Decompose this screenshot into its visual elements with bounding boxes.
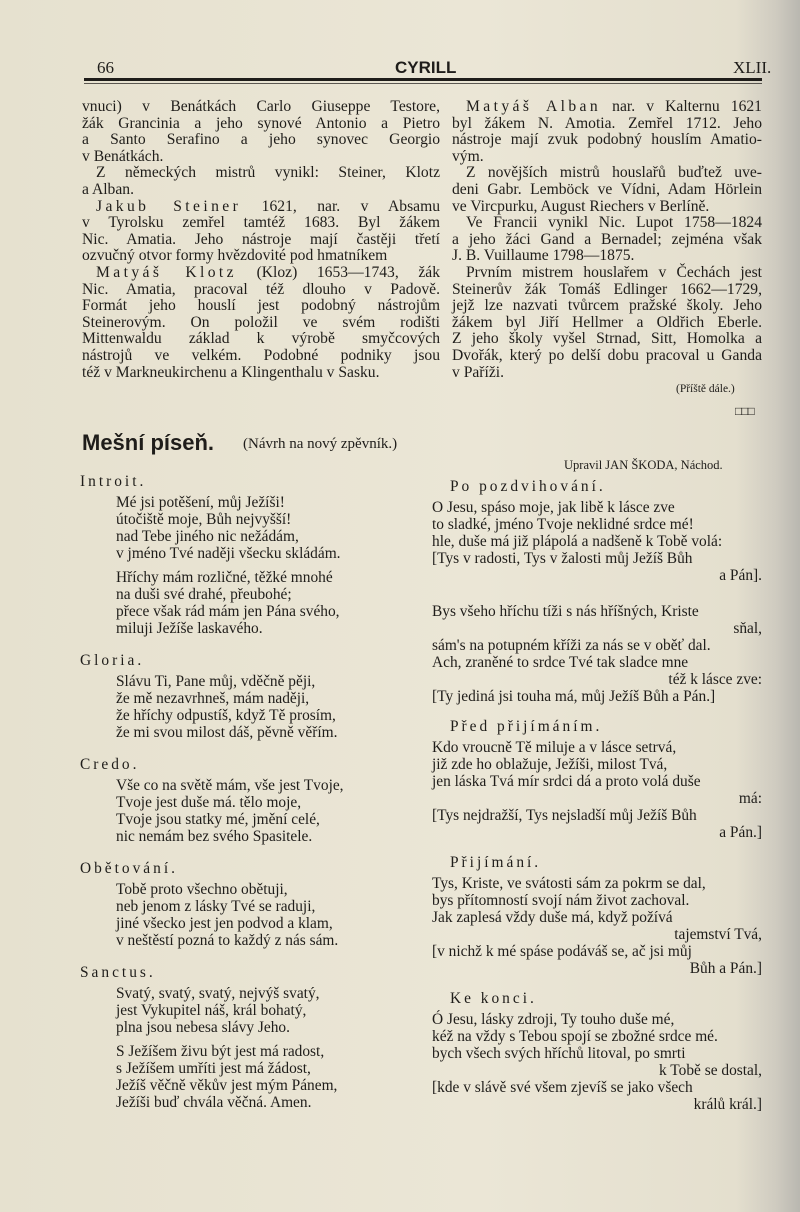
- paragraph: [452, 265, 762, 381]
- text-line: že hříchy odpustíš, když Tě prosím,: [116, 707, 336, 724]
- text-line: jest Vykupitel náš, král bohatý,: [116, 1002, 307, 1019]
- text-line: a Alban.: [82, 180, 134, 198]
- section-heading: Obětování.: [80, 860, 178, 877]
- text-line: že mi svou milost dáš, pěvně věřím.: [116, 724, 338, 741]
- text-line: Mittenwaldu základ k výrobě smyčcových: [82, 330, 440, 348]
- song-section: [80, 472, 450, 637]
- text-line: kéž na vždy s Tebou spojí se zbožné srdce mé.: [432, 1028, 718, 1045]
- text-line-continuation: sňal,: [733, 620, 762, 637]
- text-run: nar. v Kalternu 1621: [601, 98, 762, 115]
- paragraph: [82, 165, 440, 198]
- text-line: Dvořák, který po delší dobu pracoval u Ganda: [452, 346, 762, 364]
- text-line: nástrojů ve velkém. Podobné podniky jsou: [82, 346, 440, 364]
- text-line: nástroje mají zvuk podobný houslím Amatio-: [452, 131, 762, 149]
- text-line: Tvoje jest duše má. tělo moje,: [116, 794, 302, 811]
- text-run: 1621, nar. v Absamu: [241, 197, 440, 215]
- text-line: Formát jeho houslí jest podobný nástrojům: [82, 297, 440, 315]
- text-line-continuation: k Tobě se dostal,: [659, 1062, 762, 1079]
- stanza: [80, 881, 450, 949]
- section-heading: Sanctus.: [80, 964, 156, 981]
- text-line: sám's na potupném kříži za nás se v oběť dal.: [432, 637, 711, 654]
- text-line: Steinerův žák Tomáš Edlinger 1662—1729,: [452, 280, 762, 298]
- paragraph: [452, 165, 762, 215]
- text-line: v jméno Tvé naději všecku skládám.: [116, 545, 341, 562]
- text-line-continuation: a Pán].: [719, 567, 762, 584]
- text-line: Kdo vroucně Tě miluje a v lásce setrvá,: [432, 739, 677, 756]
- text-line: [Ty jediná jsi touha má, můj Ježíš Bůh a Pán.]: [432, 688, 716, 705]
- text-line: [Tys nejdražší, Tys nejsladší můj Ježíš Bůh: [432, 807, 697, 824]
- stanza: [80, 494, 450, 562]
- text-line: v Paříži.: [452, 363, 504, 381]
- text-line: v Tyrolsku zemřel tamtéž 1683. Byl žákem: [82, 214, 440, 232]
- text-line: v Benátkách.: [82, 147, 164, 165]
- text-line: jen láska Tvá mír srdci dá a proto volá duše: [432, 773, 701, 790]
- song-title: Mešní píseň.: [82, 430, 215, 455]
- text-line-continuation: tajemství Tvá,: [674, 926, 762, 943]
- section-heading: Přijímání.: [450, 854, 542, 871]
- volume-number: XLII.: [733, 58, 772, 77]
- spaced-name: Matyáš Alban: [466, 98, 602, 115]
- header-rule-thin: [84, 83, 762, 84]
- song-section: [80, 755, 450, 845]
- stanza: [432, 875, 762, 977]
- song-left-column: [80, 472, 450, 1125]
- text-line: S Ježíšem živu být jest má radost,: [116, 1043, 325, 1060]
- text-line: vým.: [452, 147, 484, 165]
- text-line: Steinerovým. On položil ve svém rodišti: [82, 313, 440, 331]
- text-run: (Kloz) 1653—1743, žák: [236, 263, 441, 281]
- text-line: Jak zaplesá vždy duše má, když požívá: [432, 909, 673, 926]
- text-line: ozvučný otvor formy hvězdovité pod hmatníkem: [82, 247, 388, 265]
- section-heading: Gloria.: [80, 652, 145, 669]
- song-subtitle: (Návrh na nový zpěvník.): [243, 436, 398, 452]
- text-line: Bys všeho hříchu tíži s nás hříšných, Kriste: [432, 603, 699, 620]
- text-line: Z novějších mistrů houslařů buďtež uve-: [466, 164, 762, 182]
- text-line: byl žákem N. Amotia. Zemřel 1712. Jeho: [452, 114, 762, 132]
- paragraph: [452, 215, 762, 265]
- text-line: bych všech svých hříchů litoval, po smrti: [432, 1045, 686, 1062]
- text-line: Z německých mistrů vynikl: Steiner, Klotz: [96, 164, 440, 182]
- text-line: Vše co na světě mám, vše jest Tvoje,: [116, 777, 344, 794]
- text-line: deni Gabr. Lemböck ve Vídni, Adam Hörlein: [452, 180, 762, 198]
- text-line: útočiště moje, Bůh nejvyšší!: [116, 511, 292, 528]
- text-line: v neštěstí pozná to každý z nás sám.: [116, 932, 339, 949]
- spaced-name: Jakub Steiner: [96, 197, 242, 215]
- stanza: [80, 985, 450, 1036]
- song-right-column: [432, 477, 762, 1125]
- text-line: Ach, zraněné to srdce Tvé tak sladce mne: [432, 654, 689, 671]
- text-line: [v nichž k mé spáse podáváš se, ač jsi můj: [432, 943, 692, 960]
- text-line: Tobě proto všechno obětuji,: [116, 881, 288, 898]
- text-line: Z jeho školy vyšel Strnad, Sitt, Homolka a: [452, 330, 762, 348]
- text-line: nic nemám bez svého Spasitele.: [116, 828, 313, 845]
- text-line: Mé jsi potěšení, můj Ježíši!: [116, 494, 285, 511]
- text-line: [Tys v radosti, Tys v žalosti můj Ježíš Bůh: [432, 550, 693, 567]
- section-heading: Credo.: [80, 756, 140, 773]
- stanza: [432, 1011, 762, 1113]
- song-section: [432, 717, 762, 841]
- stanza: [80, 569, 450, 637]
- journal-title: CYRILL: [395, 58, 457, 77]
- text-line: plna jsou nebesa slávy Jeho.: [116, 1019, 290, 1036]
- article-left-column: [82, 99, 440, 381]
- stanza: [432, 603, 762, 705]
- stanza: [80, 673, 450, 741]
- text-line: [452, 99, 762, 116]
- section-heading: Introit.: [80, 473, 147, 490]
- text-line: též v Markneukirchenu a Klingenthalu v Sasku.: [82, 363, 380, 381]
- text-line: a Santo Serafino a jeho synovec Georgio: [82, 131, 440, 149]
- text-line: jejž lze nazvati tvůrcem pražské školy. Jeho: [452, 297, 762, 315]
- stanza: [80, 777, 450, 845]
- text-line: J. B. Vuillaume 1798—1875.: [452, 247, 635, 265]
- stanza: [432, 739, 762, 841]
- text-line: neb jenom z lásky Tvé se raduji,: [116, 898, 316, 915]
- spaced-name: Matyáš Klotz: [96, 263, 237, 281]
- song-section: [432, 989, 762, 1113]
- text-line: žákem byl Jiří Hellmer a Oldřich Eberle.: [452, 313, 762, 331]
- text-line: Svatý, svatý, svatý, nejvýš svatý,: [116, 985, 320, 1002]
- paragraph: [82, 99, 440, 165]
- text-line: hle, duše má již plápolá a nadšeně k Tobě volá:: [432, 533, 723, 550]
- song-section: [432, 853, 762, 977]
- text-line: bys přítomností svojí nám život zachoval.: [432, 892, 690, 909]
- text-line: vnuci) v Benátkách Carlo Giuseppe Testore,: [82, 98, 440, 115]
- text-line-continuation: a Pán.]: [719, 824, 762, 841]
- song-section: [80, 963, 450, 1111]
- text-line: žák Grancinia a jeho synové Antonio a Pietro: [82, 114, 440, 132]
- text-line: [82, 265, 440, 282]
- song-author: Upravil JAN ŠKODA, Náchod.: [564, 458, 723, 472]
- song-section: [80, 859, 450, 949]
- text-line: Ó Jesu, lásky zdroji, Ty touho duše mé,: [432, 1011, 675, 1028]
- text-line-continuation: též k lásce zve:: [668, 671, 762, 688]
- page-number: 66: [97, 58, 114, 77]
- stanza: [432, 499, 762, 584]
- text-line: to sladké, jméno Tvoje neklidné srdce mé!: [432, 516, 694, 533]
- text-line: Tvoje jsou statky mé, jmění celé,: [116, 811, 320, 828]
- text-line: Ježíš věčně věkův jest mým Pánem,: [116, 1077, 338, 1094]
- text-line-continuation: Bůh a Pán.]: [689, 960, 762, 977]
- section-heading: Po pozdvihování.: [450, 478, 606, 495]
- article-right-column: [452, 99, 762, 381]
- text-line: nad Tebe jiného nic nežádám,: [116, 528, 299, 545]
- section-heading: Před přijímáním.: [450, 718, 603, 735]
- header-rule: [84, 78, 762, 81]
- paragraph: [452, 99, 762, 165]
- paragraph: [82, 199, 440, 265]
- section-heading: Ke konci.: [450, 990, 537, 1007]
- text-line-continuation: má:: [738, 790, 762, 807]
- text-line: O Jesu, spáso moje, jak libě k lásce zve: [432, 499, 675, 516]
- text-line: Prvním mistrem houslařem v Čechách jest: [466, 263, 762, 281]
- end-mark: □□□: [735, 404, 754, 418]
- text-line: Nic. Amatia, pracoval též dlouho v Padově.: [82, 280, 440, 298]
- text-line: Ve Francii vynikl Nic. Lupot 1758—1824: [466, 214, 762, 232]
- text-line: již zde ho oblažuje, Ježíši, milost Tvá,: [432, 756, 668, 773]
- text-line-continuation: králů král.]: [693, 1096, 762, 1113]
- text-line: Ježíši buď chvála věčná. Amen.: [116, 1094, 312, 1111]
- text-line: Nic. Amatia. Jeho nástroje mají častěji třetí: [82, 230, 440, 248]
- text-line: [82, 199, 440, 216]
- text-line: [kde v slávě své všem zjevíš se jako všech: [432, 1079, 693, 1096]
- text-line: Hříchy mám rozličné, těžké mnohé: [116, 569, 333, 586]
- paragraph: [82, 265, 440, 381]
- text-line: jiné všecko jest jen podvod a klam,: [116, 915, 333, 932]
- stanza: [80, 1043, 450, 1111]
- text-line: a jeho žáci Gand a Bernadel; zejména však: [452, 230, 762, 248]
- text-line: s Ježíšem umříti jest má žádost,: [116, 1060, 311, 1077]
- song-section: [80, 651, 450, 741]
- song-section: [432, 477, 762, 705]
- text-line: ve Vircpurku, August Riechers v Berlíně.: [452, 197, 710, 215]
- continuation-note: (Příště dále.): [676, 383, 735, 395]
- text-line: na duši své drahé, přeubohé;: [116, 586, 292, 603]
- text-line: Tys, Kriste, ve svátosti sám za pokrm se dal,: [432, 875, 706, 892]
- text-line: Slávu Ti, Pane můj, vděčně pěji,: [116, 673, 316, 690]
- text-line: přece však rád mám jen Pána svého,: [116, 603, 340, 620]
- text-line: miluji Ježíše laskavého.: [116, 620, 263, 637]
- text-line: že mě nezavrhneš, mám naději,: [116, 690, 310, 707]
